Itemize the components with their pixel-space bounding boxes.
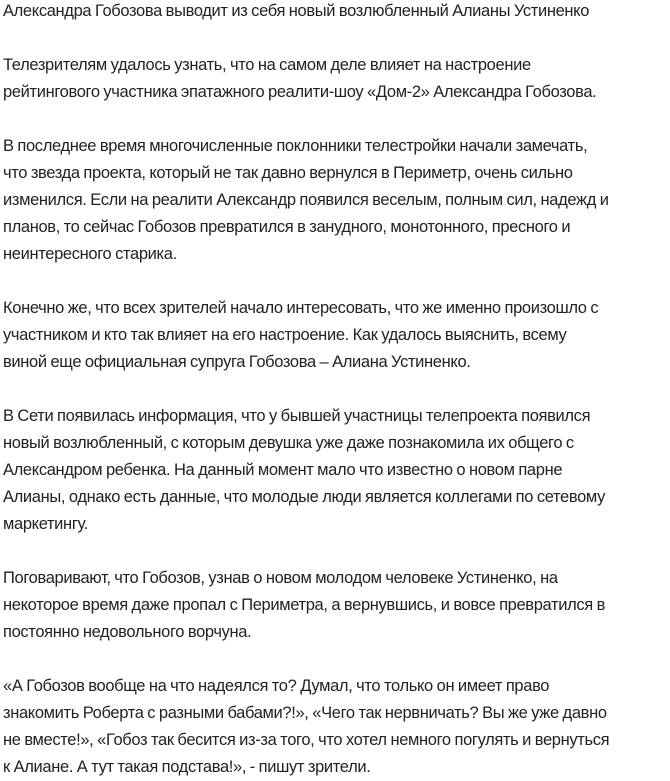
paragraph-6 (3, 673, 670, 781)
text-line: к Алиане. А тут такая подстава!», - пишут зрители. (3, 758, 371, 776)
article-title: Александра Гобозова выводит из себя новый возлюбленный Алианы Устиненко (3, 2, 590, 20)
text-line: участником и кто так влияет на его настроение. Как удалось выяснить, всему (3, 326, 567, 344)
text-line: изменился. Если на реалити Александр появился веселым, полным сил, надежд и (3, 191, 609, 209)
text-line: Алианы, однако есть данные, что молодые люди является коллегами по сетевому (3, 488, 605, 506)
text-line: Поговаривают, что Гобозов, узнав о новом молодом человеке Устиненко, на (3, 569, 558, 587)
text-line: Конечно же, что всех зрителей начало интересовать, что же именно произошло с (3, 299, 599, 317)
text-line: планов, то сейчас Гобозов превратился в занудного, монотонного, пресного и (3, 218, 571, 236)
text-line: что звезда проекта, который не так давно вернулся в Периметр, очень сильно (3, 164, 573, 182)
text-line: некоторое время даже пропал с Периметра, а вернувшись, и вовсе превратился в (3, 596, 605, 614)
text-line: маркетингу. (3, 515, 88, 533)
text-line: рейтингового участника эпатажного реалити-шоу «Дом-2» Александра Гобозова. (3, 83, 597, 101)
text-line: постоянно недовольного ворчуна. (3, 623, 252, 641)
text-line: В последнее время многочисленные поклонники телестройки начали замечать, (3, 137, 588, 155)
text-line: Александром ребенка. На данный момент мало что известно о новом парне (3, 461, 563, 479)
text-line: новый возлюбленный, с которым девушка уже даже познакомила их общего с (3, 434, 574, 452)
text-line: неинтересного старика. (3, 245, 177, 263)
paragraph-3 (3, 295, 670, 376)
paragraph-4 (3, 403, 670, 538)
paragraph-1 (3, 52, 670, 106)
paragraph-5 (3, 565, 670, 646)
text-line: знакомить Роберта с разными бабами?!», «Чего так нервничать? Вы же уже давно (3, 704, 607, 722)
text-line: виной еще официальная супруга Гобозова – Алиана Устиненко. (3, 353, 471, 371)
text-line: Телезрителям удалось узнать, что на самом деле влияет на настроение (3, 56, 531, 74)
text-line: «А Гобозов вообще на что надеялся то? Думал, что только он имеет право (3, 677, 550, 695)
text-line: В Сети появилась информация, что у бывшей участницы телепроекта появился (3, 407, 591, 425)
text-line: не вместе!», «Гобоз так бесится из-за того, что хотел немного погулять и вернуться (3, 731, 610, 749)
paragraph-2 (3, 133, 670, 268)
